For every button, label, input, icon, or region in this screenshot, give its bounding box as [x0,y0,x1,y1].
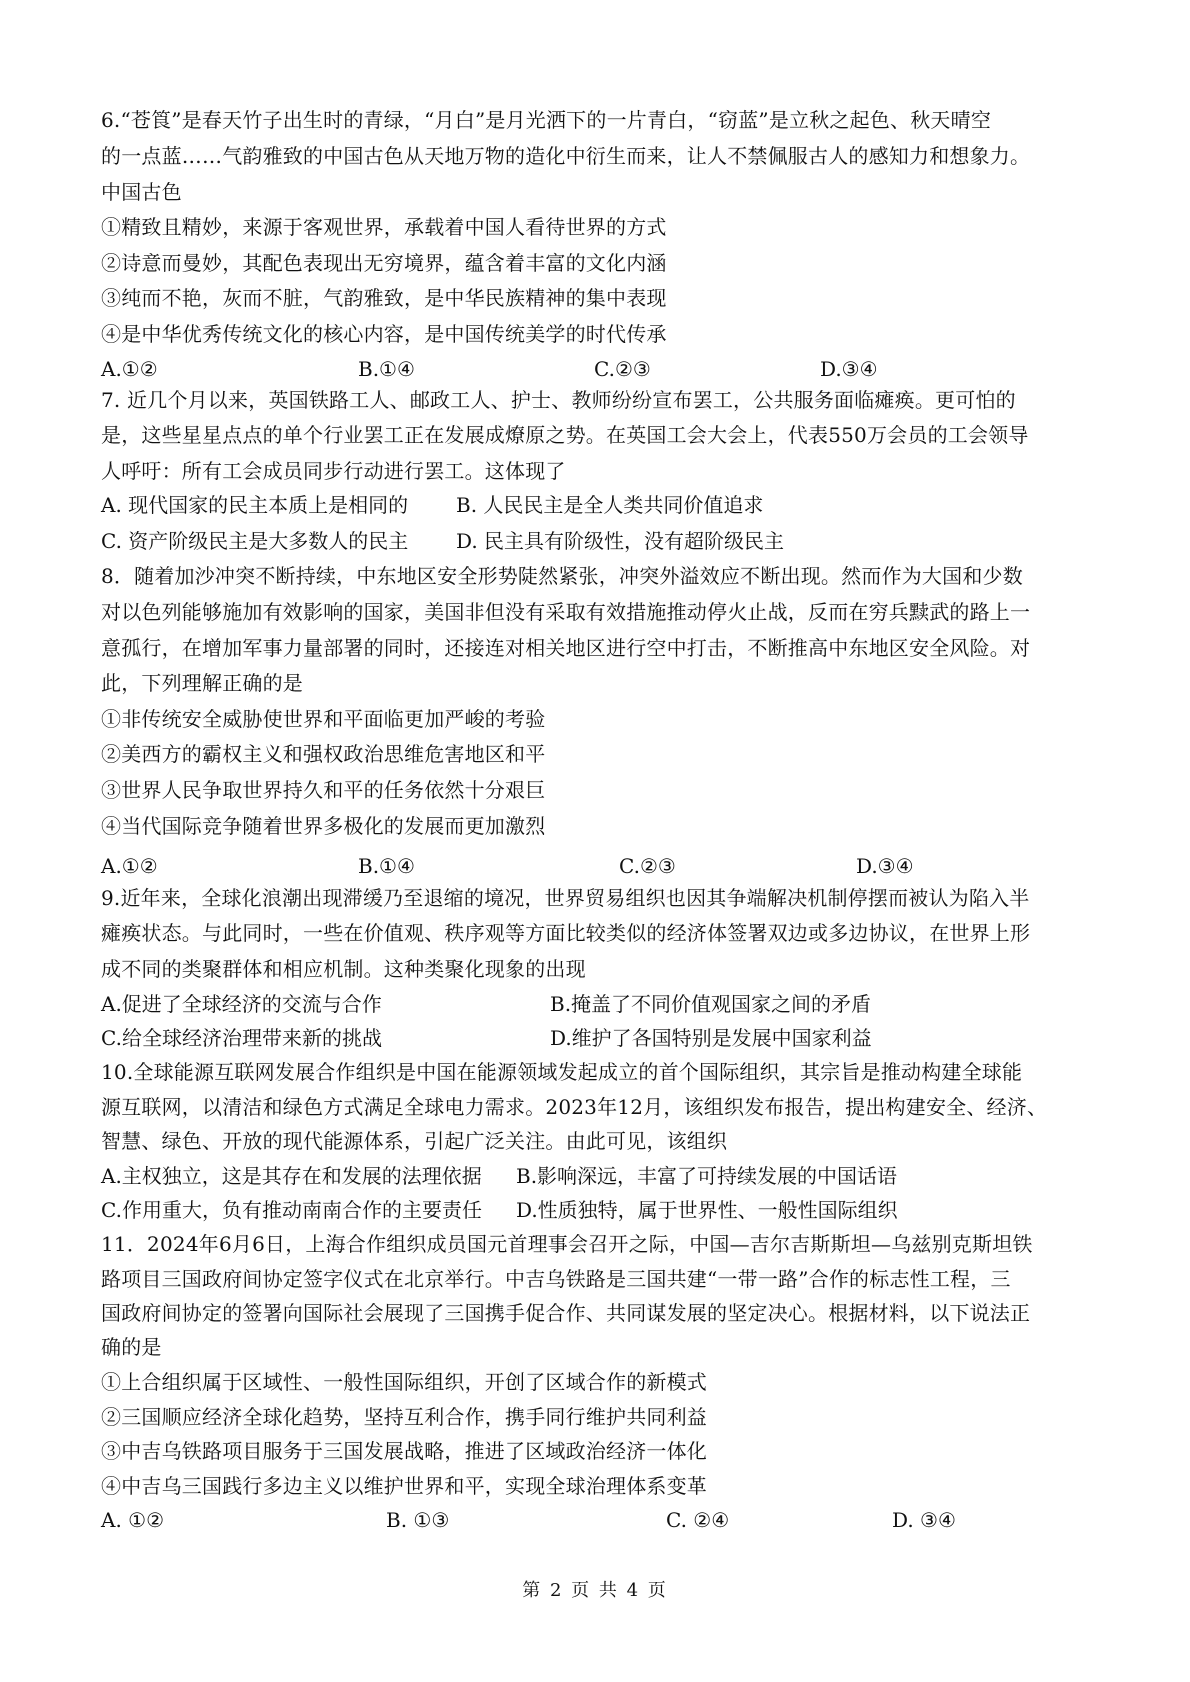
q7-option-b: B. 人民民主是全人类共同价值追求 [456,493,764,517]
page-number: 第 2 页 共 4 页 [522,1580,668,1601]
q7-option-d: D. 民主具有阶级性，没有超阶级民主 [456,529,785,553]
q8-option-a: A.①② [101,854,158,878]
q9-stem-line-3: 成不同的类聚群体和相应机制。这种类聚化现象的出现 [101,957,586,981]
q6-item-3: ③纯而不艳，灰而不脏，气韵雅致，是中华民族精神的集中表现 [101,286,667,310]
q10-option-c: C.作用重大，负有推动南南合作的主要责任 [101,1198,482,1222]
q8-option-d: D.③④ [856,854,914,878]
q9-option-b: B.掩盖了不同价值观国家之间的矛盾 [550,992,872,1016]
q7-option-c: C. 资产阶级民主是大多数人的民主 [101,529,409,553]
q8-stem-line-1: 8．随着加沙冲突不断持续，中东地区安全形势陡然紧张，冲突外溢效应不断出现。然而作为大国和少数 [101,564,1023,588]
q6-option-d: D.③④ [820,357,878,381]
q6-item-4: ④是中华优秀传统文化的核心内容，是中国传统美学的时代传承 [101,322,667,346]
q11-option-b: B. ①③ [386,1508,450,1532]
q11-item-3: ③中吉乌铁路项目服务于三国发展战略，推进了区域政治经济一体化 [101,1439,707,1463]
q8-item-2: ②美西方的霸权主义和强权政治思维危害地区和平 [101,742,546,766]
q7-stem-line-3: 人呼吁：所有工会成员同步行动进行罢工。这体现了 [101,459,566,483]
q7-option-a: A. 现代国家的民主本质上是相同的 [101,493,409,517]
q6-option-c: C.②③ [594,357,651,381]
q9-option-d: D.维护了各国特别是发展中国家利益 [550,1026,872,1050]
q9-stem-line-1: 9.近年来，全球化浪潮出现滞缓乃至退缩的境况，世界贸易组织也因其争端解决机制停摆而被认为陷入半 [101,886,1030,910]
q6-stem-line-3: 中国古色 [101,180,182,204]
q10-stem-line-3: 智慧、绿色、开放的现代能源体系，引起广泛关注。由此可见，该组织 [101,1129,728,1153]
q6-option-a: A.①② [101,357,158,381]
q11-stem-line-2: 路项目三国政府间协定签字仪式在北京举行。中吉乌铁路是三国共建“一带一路”合作的标志性工程，三 [101,1267,1011,1291]
q11-item-4: ④中吉乌三国践行多边主义以维护世界和平，实现全球治理体系变革 [101,1474,707,1498]
q6-item-1: ①精致且精妙，来源于客观世界，承载着中国人看待世界的方式 [101,215,667,239]
q10-option-a: A.主权独立，这是其存在和发展的法理依据 [101,1164,482,1188]
q6-item-2: ②诗意而曼妙，其配色表现出无穷境界，蕴含着丰富的文化内涵 [101,251,667,275]
q8-option-c: C.②③ [619,854,676,878]
q10-option-b: B.影响深远，丰富了可持续发展的中国话语 [516,1164,898,1188]
q11-stem-line-1: 11．2024年6月6日，上海合作组织成员国元首理事会召开之际，中国—吉尔吉斯斯坦—乌兹别克斯坦铁 [101,1232,1033,1256]
q8-option-b: B.①④ [358,854,415,878]
q9-stem-line-2: 瘫痪状态。与此同时，一些在价值观、秩序观等方面比较类似的经济体签署双边或多边协议，在世界上形 [101,921,1031,945]
q10-stem-line-1: 10.全球能源互联网发展合作组织是中国在能源领域发起成立的首个国际组织，其宗旨是推动构建全球能 [101,1060,1023,1084]
q11-stem-line-3: 国政府间协定的签署向国际社会展现了三国携手促合作、共同谋发展的坚定决心。根据材料，以下说法正 [101,1301,1031,1325]
q10-stem-line-2: 源互联网，以清洁和绿色方式满足全球电力需求。2023年12月，该组织发布报告，提出构建安全、经济、 [101,1095,1048,1119]
q8-item-3: ③世界人民争取世界持久和平的任务依然十分艰巨 [101,778,546,802]
q8-item-1: ①非传统安全威胁使世界和平面临更加严峻的考验 [101,707,546,731]
q11-option-a: A. ①② [101,1508,165,1532]
q11-stem-line-4: 确的是 [101,1335,162,1359]
q11-option-d: D. ③④ [892,1508,956,1532]
q7-stem-line-1: 7. 近几个月以来，英国铁路工人、邮政工人、护士、教师纷纷宣布罢工，公共服务面临瘫痪。更可怕的 [101,388,1016,412]
q11-option-c: C. ②④ [666,1508,730,1532]
q6-stem-line-2: 的一点蓝……气韵雅致的中国古色从天地万物的造化中衍生而来，让人不禁佩服古人的感知力和想象力。 [101,144,1031,168]
q6-option-b: B.①④ [358,357,415,381]
q6-stem-line-1: 6.“苍筤”是春天竹子出生时的青绿，“月白”是月光洒下的一片青白，“窃蓝”是立秋之起色、秋天晴空 [101,108,992,132]
q7-stem-line-2: 是，这些星星点点的单个行业罢工正在发展成燎原之势。在英国工会大会上，代表550万会员的工会领导 [101,423,1029,447]
q10-option-d: D.性质独特，属于世界性、一般性国际组织 [516,1198,898,1222]
q8-stem-line-4: 此，下列理解正确的是 [101,671,303,695]
q8-item-4: ④当代国际竞争随着世界多极化的发展而更加激烈 [101,814,546,838]
q11-item-1: ①上合组织属于区域性、一般性国际组织，开创了区域合作的新模式 [101,1370,707,1394]
q8-stem-line-2: 对以色列能够施加有效影响的国家，美国非但没有采取有效措施推动停火止战，反而在穷兵黩武的路上一 [101,600,1031,624]
q11-item-2: ②三国顺应经济全球化趋势，坚持互利合作，携手同行维护共同利益 [101,1405,707,1429]
q8-stem-line-3: 意孤行，在增加军事力量部署的同时，还接连对相关地区进行空中打击，不断推高中东地区安全风险。对 [101,636,1031,660]
q9-option-a: A.促进了全球经济的交流与合作 [101,992,382,1016]
q9-option-c: C.给全球经济治理带来新的挑战 [101,1026,382,1050]
